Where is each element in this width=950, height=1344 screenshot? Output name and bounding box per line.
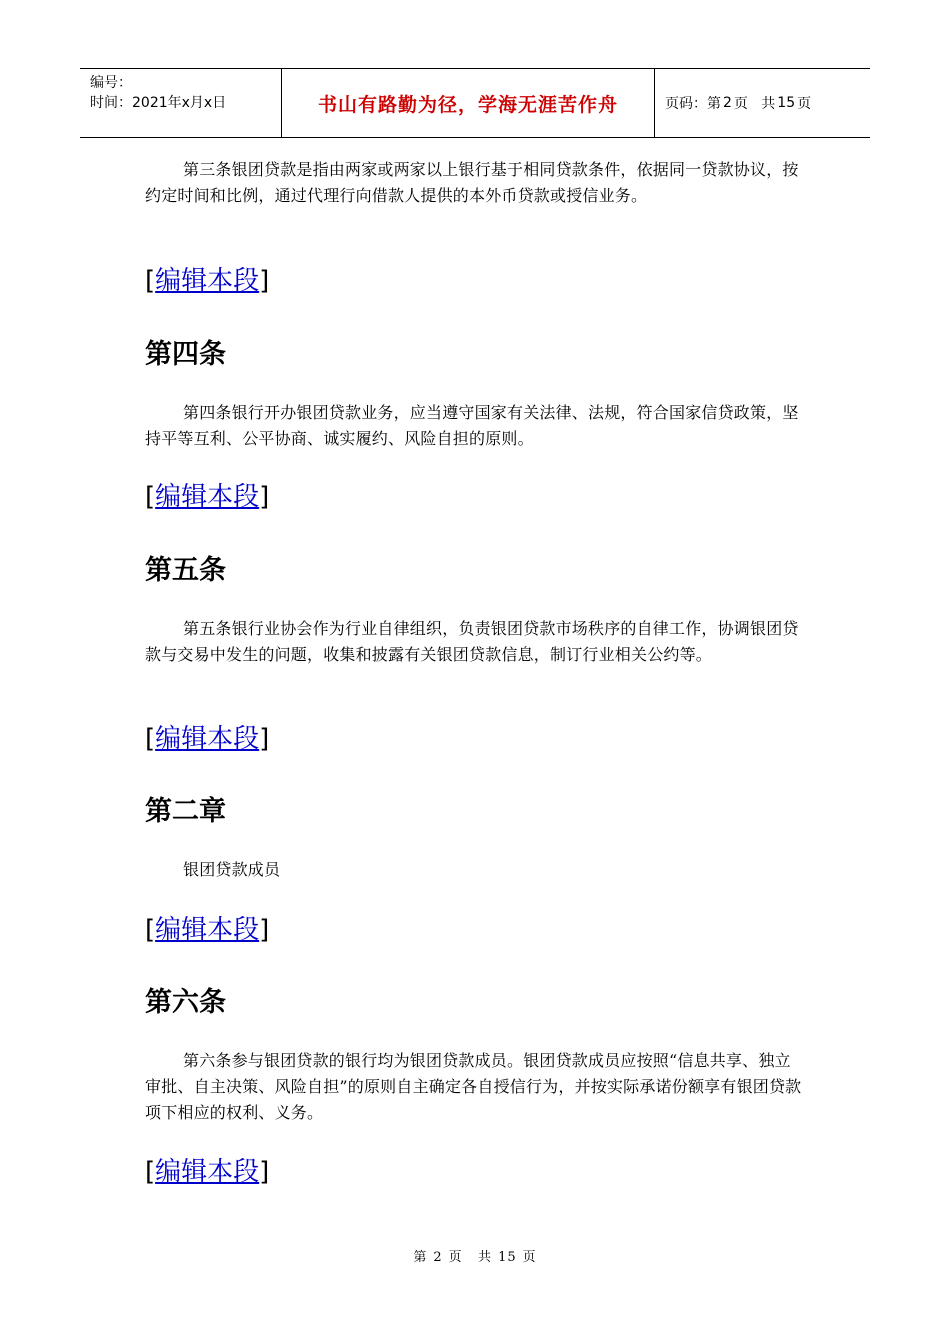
bracket-close: ] [259,266,270,296]
page-suffix: 页 [797,96,812,112]
edit-link-text[interactable]: 编辑本段 [155,266,260,296]
page-number: 2 [723,95,732,111]
bracket-open: [ [145,266,156,296]
bracket-open: [ [145,1157,156,1187]
edit-section-link[interactable] [145,915,269,945]
edit-link-text[interactable]: 编辑本段 [155,482,260,512]
footer-mid: 页 共 [448,1250,493,1265]
chapter-2-text: 银团贷款成员 [183,860,281,879]
page-footer [0,1246,950,1265]
header-motto: 书山有路勤为径，学海无涯苦作舟 [282,69,655,137]
bracket-open: [ [145,724,156,754]
bracket-close: ] [259,1157,270,1187]
article-4-text: 第四条银行开办银团贷款业务，应当遵守国家有关法律、法规，符合国家信贷政策，坚持平等互利、公平协商、诚实履约、风险自担的原则。 [145,403,799,448]
heading-article-6: 第六条 [145,987,226,1018]
edit-section-link[interactable] [145,266,269,296]
bracket-close: ] [259,482,270,512]
number-label: 编号： [90,75,132,91]
edit-link-text[interactable]: 编辑本段 [155,915,260,945]
footer-prefix: 第 [413,1250,428,1265]
edit-section-link[interactable] [145,1157,269,1187]
bracket-open: [ [145,915,156,945]
edit-link-text[interactable]: 编辑本段 [155,1157,260,1187]
heading-article-5: 第五条 [145,555,226,586]
bracket-close: ] [259,724,270,754]
edit-link-text[interactable]: 编辑本段 [155,724,260,754]
article-3-text: 第三条银团贷款是指由两家或两家以上银行基于相同贷款条件，依据同一贷款协议，按约定时间和比例，通过代理行向借款人提供的本外币贷款或授信业务。 [145,160,799,205]
page-mid: 页 共 [733,96,776,112]
document-header [80,68,870,138]
header-meta [80,69,282,137]
bracket-close: ] [259,915,270,945]
article-5-text: 第五条银行业协会作为行业自律组织，负责银团贷款市场秩序的自律工作，协调银团贷款与交易中发生的问题，收集和披露有关银团贷款信息，制订行业相关公约等。 [145,619,799,664]
time-label: 时间：2021年x月x日 [90,95,227,111]
heading-article-4: 第四条 [145,339,226,370]
header-page-info [655,69,870,137]
heading-chapter-2: 第二章 [145,796,226,827]
edit-section-link[interactable] [145,482,269,512]
footer-suffix: 页 [522,1250,537,1265]
page-total: 15 [777,95,796,111]
bracket-open: [ [145,482,156,512]
footer-total: 15 [498,1250,517,1265]
page-prefix: 页码：第 [665,96,721,112]
article-6-text: 第六条参与银团贷款的银行均为银团贷款成员。银团贷款成员应按照“信息共享、独立审批、自主决策、风险自担”的原则自主确定各自授信行为，并按实际承诺份额享有银团贷款项下相应的权利、义务。 [145,1051,802,1122]
edit-section-link[interactable] [145,724,269,754]
footer-page: 2 [433,1250,443,1265]
